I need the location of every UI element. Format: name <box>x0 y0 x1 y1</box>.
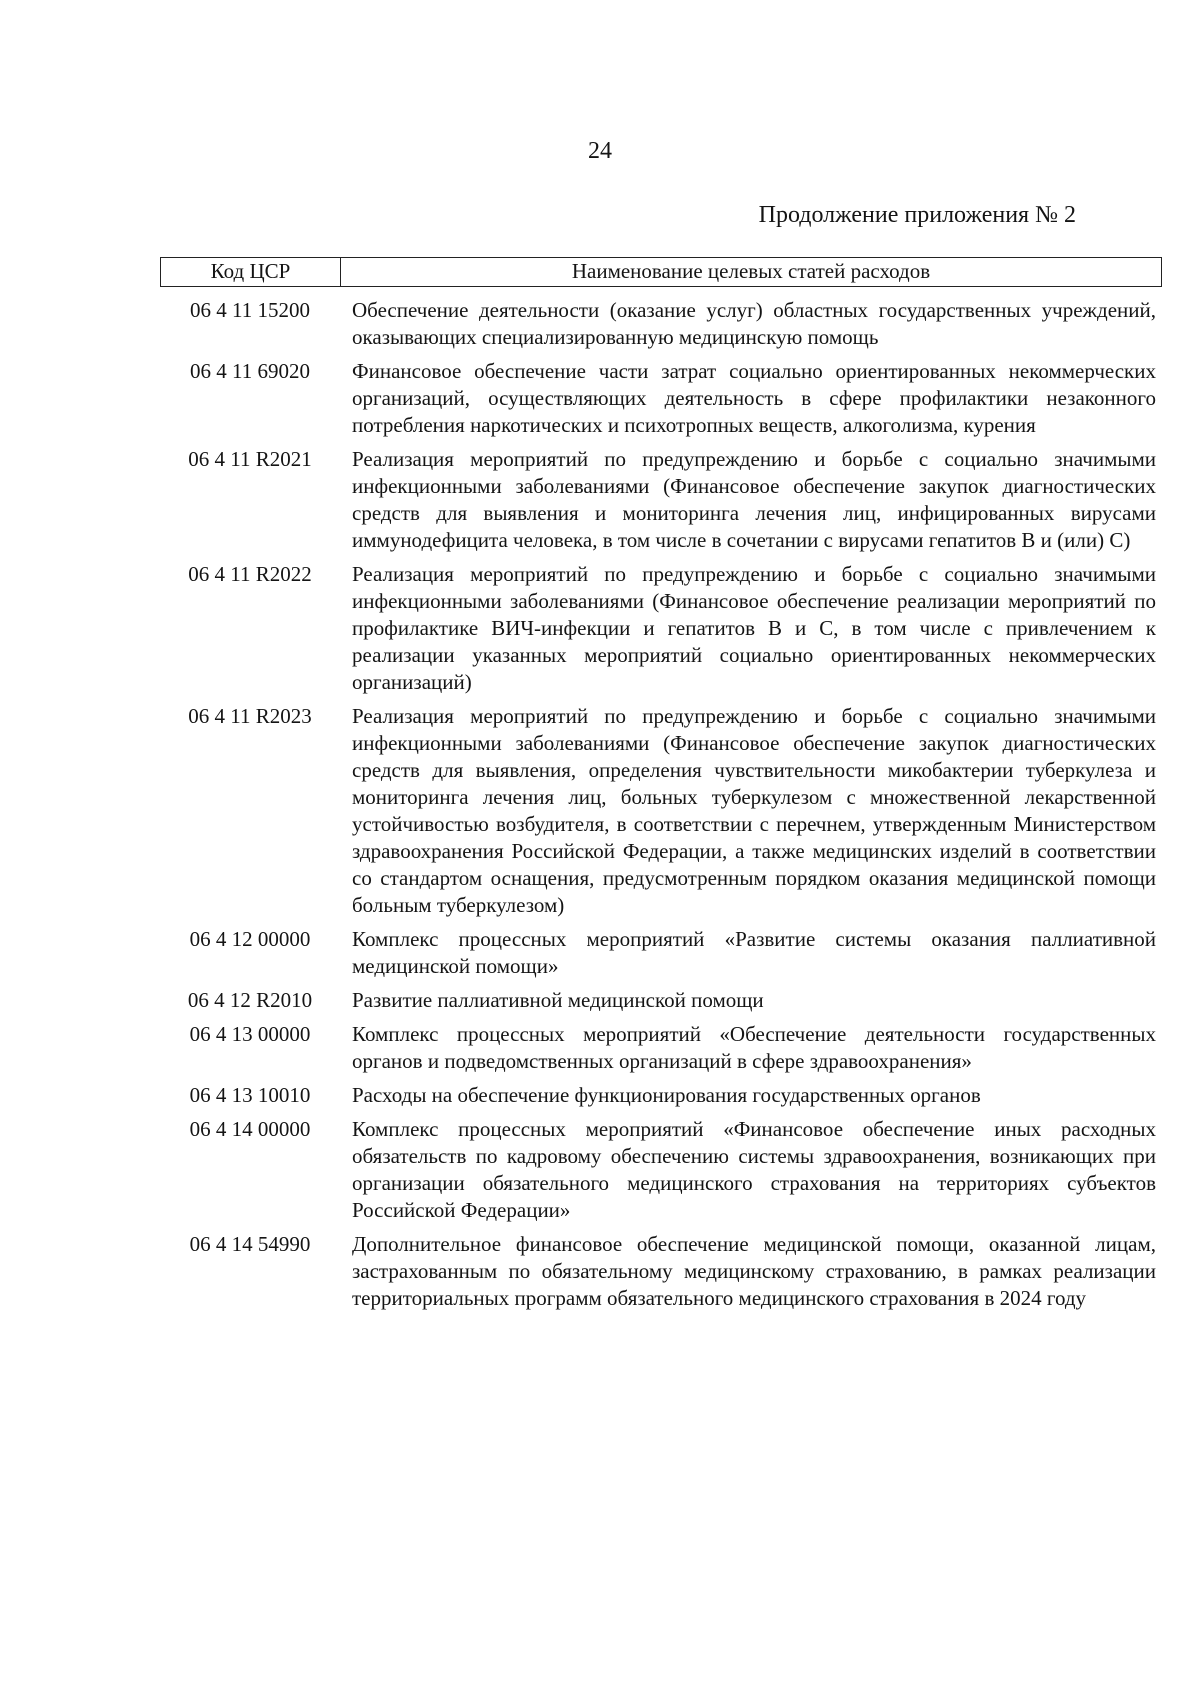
row-code: 06 4 14 00000 <box>189 1117 311 1141</box>
row-name: Комплекс процессных мероприятий «Обеспечение деятельности государственных органов и подведомственных организаций в сфере здравоохранения» <box>352 1022 1156 1073</box>
table-body <box>160 297 1162 1319</box>
table-row <box>160 703 1162 919</box>
table-row <box>160 561 1162 696</box>
row-name: Расходы на обеспечение функционирования государственных органов <box>352 1083 981 1107</box>
row-code: 06 4 11 R2023 <box>188 704 312 728</box>
table-header <box>160 257 1162 287</box>
row-name: Комплекс процессных мероприятий «Финансовое обеспечение иных расходных обязательств по кадровому обеспечению системы здравоохранения, возникающих при организации обязательного медицинского страхования на территориях субъектов Российской Федерации» <box>352 1117 1156 1222</box>
table-row <box>160 1082 1162 1109</box>
row-code: 06 4 13 00000 <box>189 1022 311 1046</box>
table-row <box>160 987 1162 1014</box>
header-code: Код ЦСР <box>161 258 341 286</box>
table-row <box>160 1116 1162 1224</box>
row-name: Реализация мероприятий по предупреждению и борьбе с социально значимыми инфекционными заболеваниями (Финансовое обеспечение закупок диагностических средств для выявления и мониторинга лечения лиц, инфицированных вирусами иммунодефицита человека, в том числе в сочетании с вирусами гепатитов B и (или) C) <box>352 447 1156 552</box>
row-code: 06 4 12 00000 <box>189 927 311 951</box>
row-code: 06 4 11 69020 <box>190 359 310 383</box>
page-number: 24 <box>588 138 612 164</box>
table-row <box>160 926 1162 980</box>
table-row <box>160 297 1162 351</box>
row-name: Реализация мероприятий по предупреждению и борьбе с социально значимыми инфекционными заболеваниями (Финансовое обеспечение закупок диагностических средств для выявления, определения чувствительности микобактерии туберкулеза и мониторинга лечения лиц, больных туберкулезом с множественной лекарственной устойчивостью возбудителя, в соответствии с перечнем, утвержденным Министерством здравоохранения Российской Федерации, а также медицинских изделий в соответствии со стандартом оснащения, предусмотренным порядком оказания медицинской помощи больным туберкулезом) <box>352 704 1156 917</box>
table-row <box>160 446 1162 554</box>
row-name: Развитие паллиативной медицинской помощи <box>352 988 764 1012</box>
row-name: Дополнительное финансовое обеспечение медицинской помощи, оказанной лицам, застрахованным по обязательному медицинскому страхованию, в рамках реализации территориальных программ обязательного медицинского страхования в 2024 году <box>352 1232 1156 1310</box>
appendix-caption: Продолжение приложения № 2 <box>758 202 1076 228</box>
table-row <box>160 1021 1162 1075</box>
row-name: Финансовое обеспечение части затрат социально ориентированных некоммерческих организаций, осуществляющих деятельность в сфере профилактики незаконного потребления наркотических и психотропных веществ, алкоголизма, курения <box>352 359 1156 437</box>
row-code: 06 4 11 R2022 <box>188 562 312 586</box>
row-name: Комплекс процессных мероприятий «Развитие системы оказания паллиативной медицинской помощи» <box>352 927 1156 978</box>
header-name: Наименование целевых статей расходов <box>571 259 931 283</box>
row-name: Обеспечение деятельности (оказание услуг) областных государственных учреждений, оказывающих специализированную медицинскую помощь <box>352 298 1156 349</box>
row-code: 06 4 12 R2010 <box>187 988 313 1012</box>
row-code: 06 4 14 54990 <box>189 1232 311 1256</box>
row-code: 06 4 11 15200 <box>190 298 310 322</box>
row-name: Реализация мероприятий по предупреждению и борьбе с социально значимыми инфекционными заболеваниями (Финансовое обеспечение реализации мероприятий по профилактике ВИЧ-инфекции и гепатитов B и C, в том числе с привлечением к реализации указанных мероприятий социально ориентированных некоммерческих организаций) <box>352 562 1156 694</box>
table-row <box>160 358 1162 439</box>
row-code: 06 4 11 R2021 <box>188 447 312 471</box>
table-row <box>160 1231 1162 1312</box>
row-code: 06 4 13 10010 <box>189 1083 311 1107</box>
